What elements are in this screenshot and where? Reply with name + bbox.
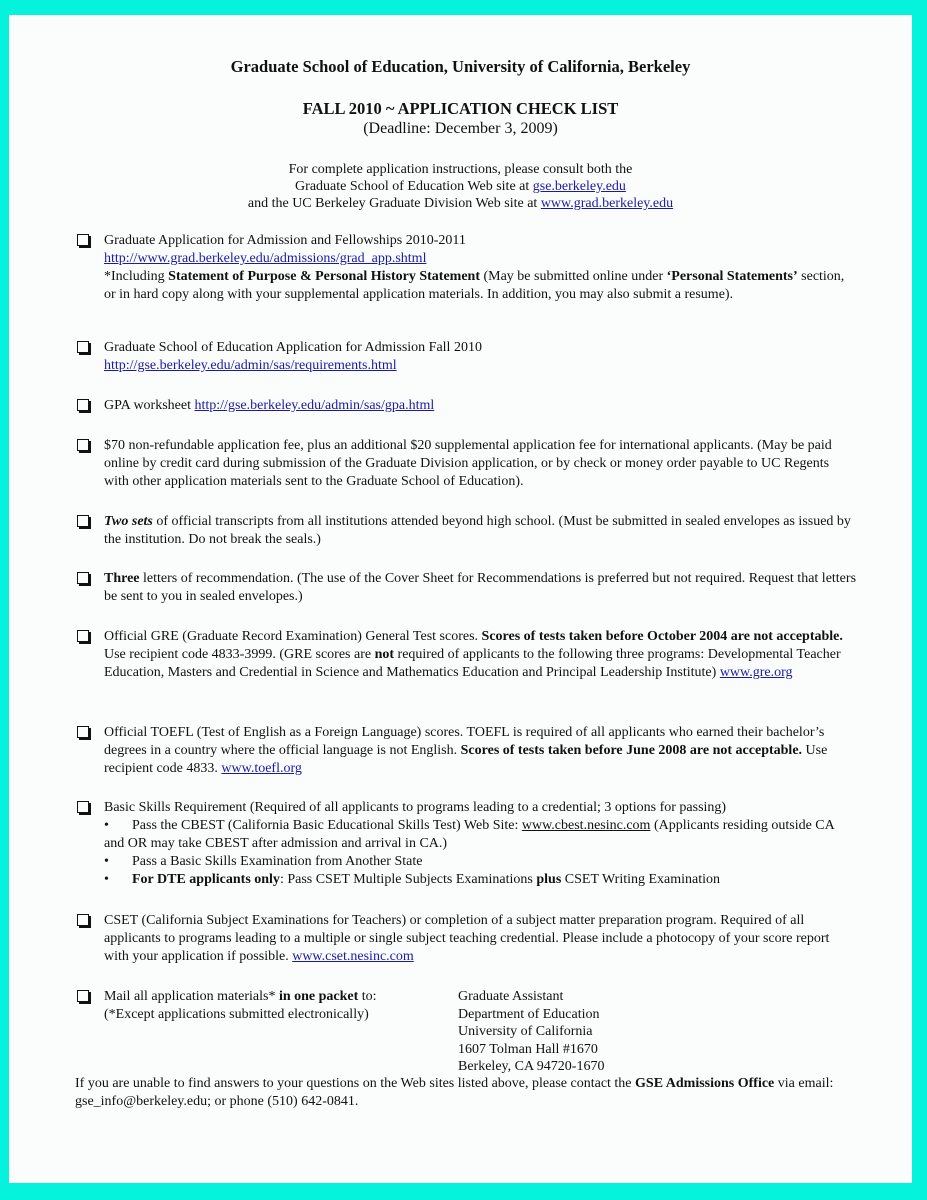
checklist-item-transcripts <box>77 513 857 549</box>
cset-link[interactable]: www.cset.nesinc.com <box>292 949 414 964</box>
bullet-text: (Applicants residing outside CA and OR may take CBEST after admission and arrival in CA.) <box>104 818 834 851</box>
bullet-cbest <box>104 817 857 853</box>
address-line: Department of Education <box>458 1006 600 1022</box>
intro-line-3 <box>9 195 912 213</box>
item-title: Graduate Application for Admission and Fellowships 2010-2011 <box>104 233 466 248</box>
item-emphasis: Two sets <box>104 514 153 529</box>
document-page <box>9 15 912 1183</box>
item-emphasis: in one packet <box>278 989 359 1004</box>
bullet-icon: • <box>104 872 109 887</box>
address-line: Berkeley, CA 94720-1670 <box>458 1059 605 1074</box>
intro-line-2-text: Graduate School of Education Web site at <box>295 179 533 194</box>
checkbox-icon[interactable] <box>77 399 89 411</box>
intro-line-1: For complete application instructions, please consult both the <box>288 162 633 177</box>
note-bold: ‘Personal Statements’ <box>666 269 798 284</box>
checkbox-icon[interactable] <box>77 439 89 451</box>
checklist-item-cset <box>77 912 857 966</box>
checkbox-icon[interactable] <box>77 726 89 738</box>
bullet-other-state <box>104 853 857 871</box>
item-text: required of applicants to the following three programs: Developmental Teacher Education, Masters and Credential in Science and Mathematics Education and Principal Leadership Institute) <box>104 647 841 680</box>
bullet-text: Pass a Basic Skills Examination from Another State <box>132 854 423 869</box>
item-note <box>104 268 857 304</box>
checklist-item-gre <box>77 628 857 682</box>
bullet-dte <box>104 871 857 889</box>
item-text: Mail all application materials* <box>104 989 279 1004</box>
item-text: Official GRE (Graduate Record Examination) General Test scores. <box>104 629 482 644</box>
item-emphasis: Three <box>104 571 140 586</box>
intro-line-2 <box>9 178 912 196</box>
bullet-text: CSET Writing Examination <box>561 872 721 887</box>
footer-text: If you are unable to find answers to your questions on the Web sites listed above, please contact the <box>75 1076 636 1091</box>
gre-link[interactable]: www.gre.org <box>719 665 793 680</box>
item-text: to: <box>358 989 377 1004</box>
grad-division-link[interactable]: www.grad.berkeley.edu <box>540 196 674 211</box>
footer-emphasis: GSE Admissions Office <box>635 1076 775 1091</box>
item-emphasis: Scores of tests taken before October 2004 are not acceptable. <box>481 629 843 644</box>
item-emphasis: Scores of tests taken before June 2008 are not acceptable. <box>460 743 803 758</box>
item-text: CSET (California Subject Examinations for Teachers) or completion of a subject matter preparation program. Required of all applicants to programs leading to a multiple or single subject teaching credential. Please include a photocopy of your score report with your application if possible. <box>104 913 830 964</box>
bullet-text: Pass the CBEST (California Basic Educational Skills Test) Web Site: <box>132 818 522 833</box>
footer-text: via email: gse_info@berkeley.edu; or phone (510) 642-0841. <box>75 1076 834 1109</box>
checklist-item-basic-skills <box>77 799 857 889</box>
note-text: section, or in hard copy along with your supplemental application materials. In addition, you may also submit a resume). <box>104 269 845 302</box>
checkbox-icon[interactable] <box>77 914 89 926</box>
mailing-address <box>458 988 604 1076</box>
cbest-link[interactable]: www.cbest.nesinc.com <box>521 818 651 833</box>
checklist-item-recommendations <box>77 570 857 606</box>
bullet-emphasis: plus <box>536 872 562 887</box>
checklist-item-gpa-worksheet <box>77 397 857 415</box>
checkbox-icon[interactable] <box>77 630 89 642</box>
gse-requirements-link[interactable]: http://gse.berkeley.edu/admin/sas/requirements.html <box>104 358 397 373</box>
checklist-title: FALL 2010 ~ APPLICATION CHECK LIST <box>302 99 619 118</box>
contact-footer <box>75 1075 875 1111</box>
toefl-link[interactable]: www.toefl.org <box>221 761 302 776</box>
item-text: Use recipient code 4833. <box>104 743 828 776</box>
item-text: of official transcripts from all institutions attended beyond high school. (Must be submitted in sealed envelopes as issued by the institution. Do not break the seals.) <box>104 514 851 547</box>
item-text: $70 non-refundable application fee, plus an additional $20 supplemental application fee for international applicants. (May be paid online by credit card during submission of the Graduate Division application, or by check or money order payable to UC Regents with other application materials sent to the Graduate School of Education). <box>104 438 832 489</box>
address-line: 1607 Tolman Hall #1670 <box>458 1041 598 1057</box>
checkbox-icon[interactable] <box>77 341 89 353</box>
gpa-worksheet-link[interactable]: http://gse.berkeley.edu/admin/sas/gpa.html <box>194 398 435 413</box>
checklist-item-gse-application <box>77 339 857 375</box>
gse-website-link[interactable]: gse.berkeley.edu <box>532 179 626 194</box>
item-title: Graduate School of Education Application for Admission Fall 2010 <box>104 340 482 355</box>
address-line: University of California <box>458 1024 593 1039</box>
checkbox-icon[interactable] <box>77 572 89 584</box>
address-line: Graduate Assistant <box>458 989 564 1004</box>
item-title: Basic Skills Requirement (Required of all applicants to programs leading to a credential; 3 options for passing) <box>104 800 727 815</box>
item-text: Official TOEFL (Test of English as a Foreign Language) scores. TOEFL is required of all applicants who earned their bachelor’s degrees in a country where the official language is not English. <box>104 725 825 758</box>
checkbox-icon[interactable] <box>77 990 89 1002</box>
bullet-emphasis: For DTE applicants only <box>132 872 280 887</box>
intro-line-3-text: and the UC Berkeley Graduate Division Web site at <box>247 196 541 211</box>
item-text: Use recipient code 4833-3999. (GRE scores are <box>104 647 375 662</box>
institution-title: Graduate School of Education, University of California, Berkeley <box>230 57 691 76</box>
checkbox-icon[interactable] <box>77 801 89 813</box>
deadline: (Deadline: December 3, 2009) <box>363 120 558 137</box>
checklist-item-grad-application <box>77 232 857 304</box>
grad-app-link[interactable]: http://www.grad.berkeley.edu/admissions/grad_app.shtml <box>104 251 427 266</box>
checklist-item-toefl <box>77 724 857 778</box>
item-note: (*Except applications submitted electronically) <box>104 1007 369 1022</box>
checkbox-icon[interactable] <box>77 234 89 246</box>
bullet-text: : Pass CSET Multiple Subjects Examinations <box>279 872 537 887</box>
item-title: GPA worksheet <box>104 398 195 413</box>
bullet-icon: • <box>104 854 109 869</box>
checklist-item-mail <box>77 988 437 1024</box>
note-bold: Statement of Purpose & Personal History Statement <box>168 269 480 284</box>
item-text: letters of recommendation. (The use of the Cover Sheet for Recommendations is preferred but not required. Request that letters be sent to you in sealed envelopes.) <box>104 571 857 604</box>
item-emphasis: not <box>374 647 395 662</box>
note-text: *Including <box>104 269 169 284</box>
note-text: (May be submitted online under <box>479 269 667 284</box>
checklist-item-application-fee <box>77 437 857 491</box>
checkbox-icon[interactable] <box>77 515 89 527</box>
bullet-icon: • <box>104 818 109 833</box>
